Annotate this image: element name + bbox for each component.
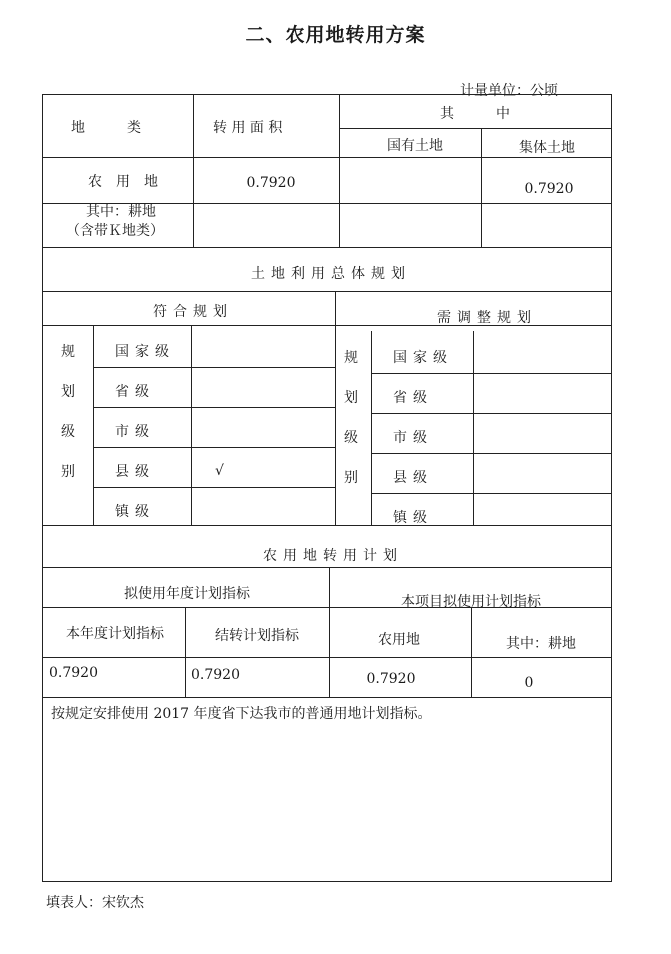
row-divider [43,657,611,658]
farm-land-value: 0.7920 [366,671,416,687]
level-label-char: 级 [61,424,75,440]
row-divider [371,493,611,494]
column-divider [481,128,482,247]
farm-land-area: 0.7920 [246,175,296,191]
form-filler: 填表人：宋钦杰 [46,895,144,911]
row-divider [43,291,611,292]
conform-plan-header: 符合规划 [153,304,233,320]
level-province: 省级 [115,384,155,400]
row-divider [43,697,611,698]
row-divider [371,413,611,414]
of-which-header: 其 中 [440,106,510,122]
county-checkmark: √ [215,463,224,479]
column-divider [93,325,94,525]
project-indicator-header: 本项目拟使用计划指标 [401,594,541,610]
level-national: 国家级 [115,344,175,360]
row-divider [43,567,611,568]
level-label-char: 级 [344,430,358,446]
row-divider [93,447,335,448]
state-land-header: 国有土地 [387,138,443,154]
arable-value: 0 [524,675,534,691]
collective-land-header: 集体土地 [519,140,575,156]
column-divider [185,607,186,697]
farm-land-collective: 0.7920 [524,181,574,197]
measurement-unit: 计量单位：公顷 [460,83,558,99]
level-label-char: 划 [61,384,75,400]
row-divider [43,525,611,526]
column-divider [339,95,340,247]
level-province: 省级 [393,390,433,406]
level-label-char: 别 [61,464,75,480]
level-town: 镇级 [115,504,155,520]
arable-land-sublabel: （含带Ｋ地类） [66,223,164,239]
column-divider [191,325,192,525]
farm-land-header: 农用地 [378,632,420,648]
carry-over-value: 0.7920 [191,667,240,683]
land-type-header: 地 类 [71,120,141,136]
column-divider [193,95,194,247]
planned-indicator-header: 拟使用年度计划指标 [124,586,250,602]
level-town: 镇级 [393,510,433,526]
this-year-header: 本年度计划指标 [66,626,164,642]
column-divider [329,567,330,697]
column-divider [471,607,472,697]
level-national: 国家级 [393,350,453,366]
page-title: 二、农用地转用方案 [245,24,426,46]
row-divider [339,128,611,129]
arable-land-label: 其中：耕地 [86,204,156,220]
row-divider [93,407,335,408]
level-label-char: 别 [344,470,358,486]
level-county: 县级 [393,470,433,486]
level-label-char: 规 [61,344,75,360]
convert-area-header: 转 用 面 积 [213,120,283,136]
column-divider [473,331,474,525]
level-label-char: 规 [344,350,358,366]
row-divider [43,157,611,158]
column-divider [335,291,336,525]
row-divider [371,453,611,454]
row-divider [43,247,611,248]
level-city: 市级 [393,430,433,446]
this-year-value: 0.7920 [49,665,98,681]
row-divider [93,487,335,488]
overall-plan-title: 土地利用总体规划 [251,266,411,282]
column-divider [371,331,372,525]
level-county: 县级 [115,464,155,480]
row-divider [93,367,335,368]
note-text: 按规定安排使用 2017 年度省下达我市的普通用地计划指标。 [51,706,432,722]
level-city: 市级 [115,424,155,440]
level-label-char: 划 [344,390,358,406]
row-divider [371,373,611,374]
carry-over-header: 结转计划指标 [215,628,299,644]
land-conversion-form [42,94,612,882]
arable-header: 其中：耕地 [506,636,576,652]
farm-land-label: 农 用 地 [88,174,158,190]
conversion-plan-title: 农用地转用计划 [263,548,403,564]
adjust-plan-header: 需调整规划 [437,310,537,326]
